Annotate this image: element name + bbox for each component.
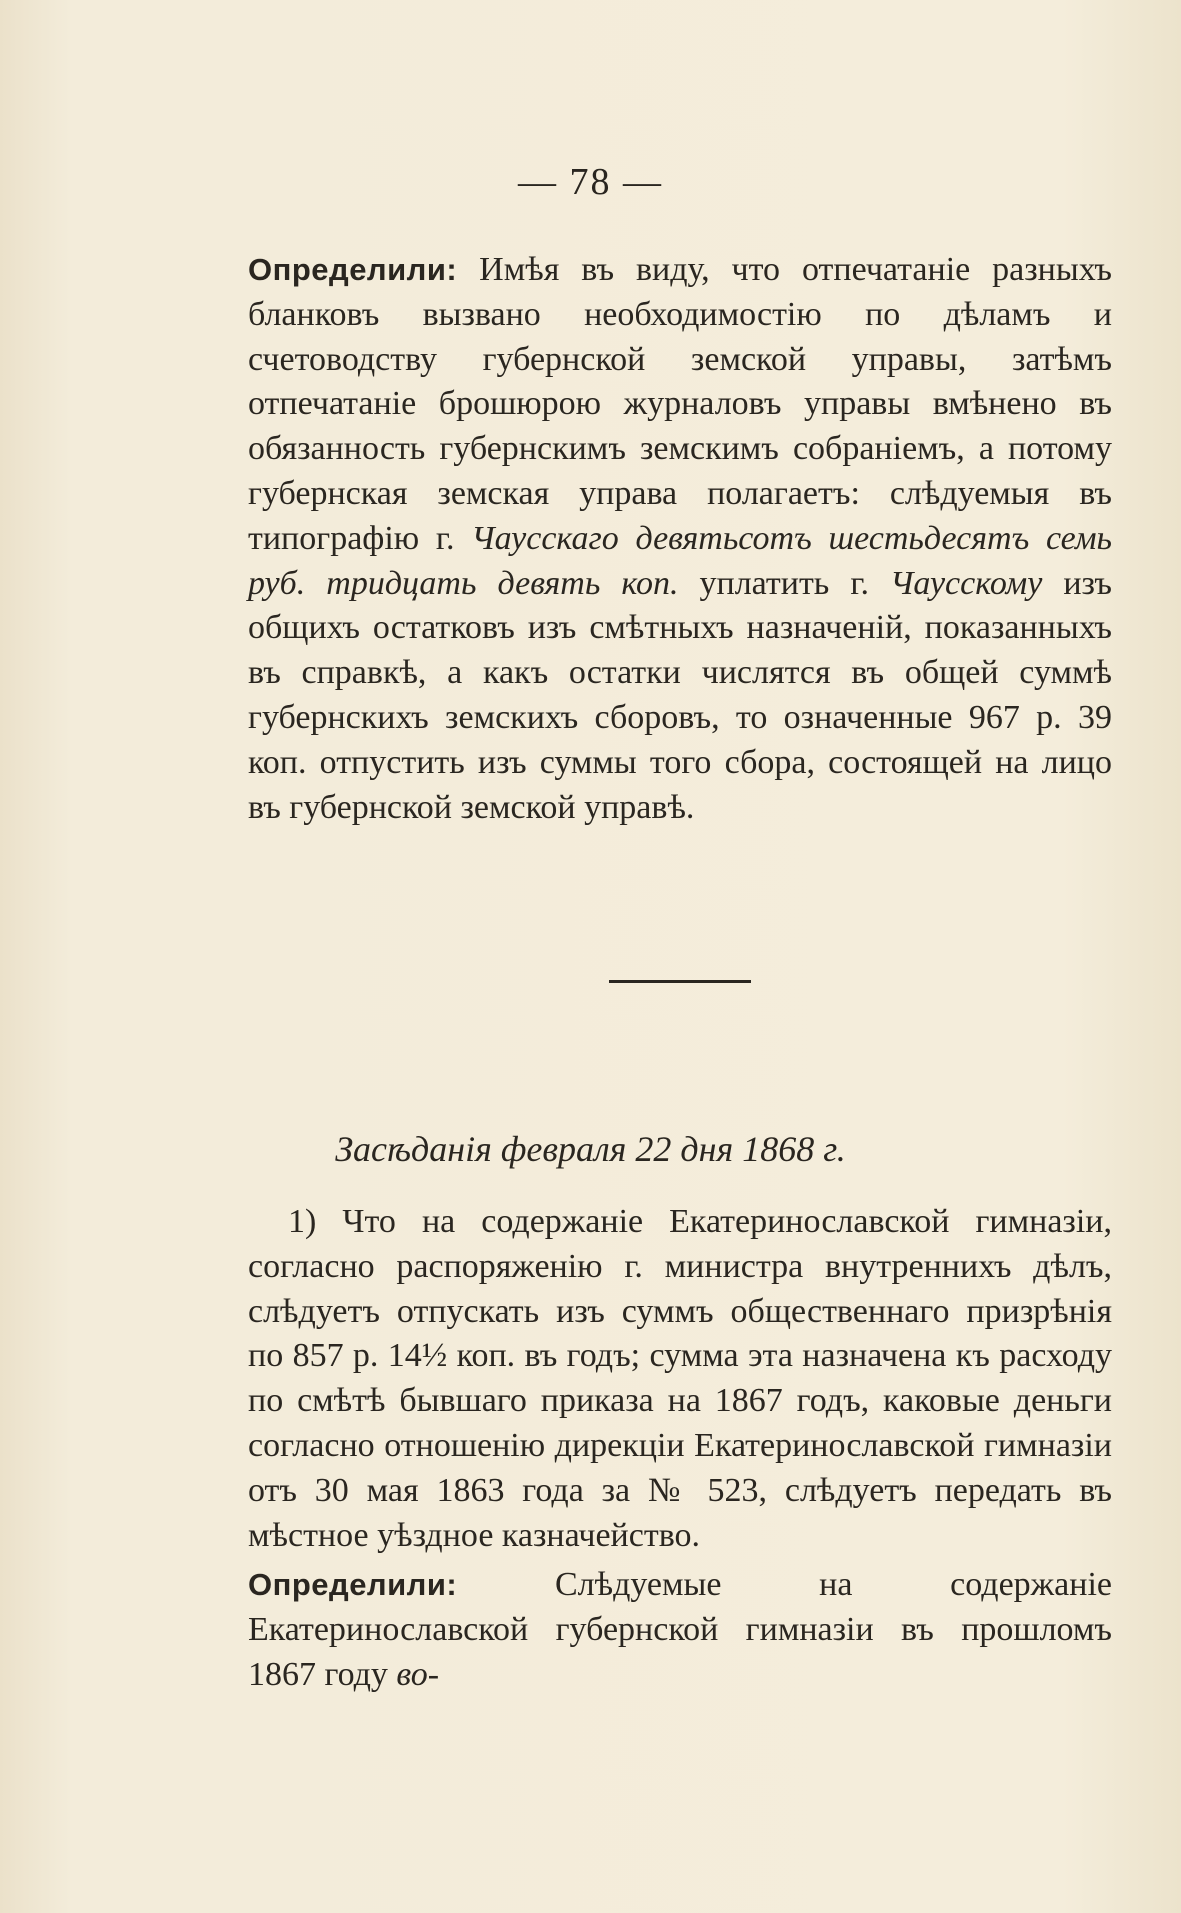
resolution-italic-1: Чаусскаго девятьсотъ шестьдесятъ семь руб. тридцать девять коп. <box>248 519 1112 602</box>
resolution-text-3: изъ общихъ остатковъ изъ смѣтныхъ назначеній, показанныхъ въ справкѣ, а какъ остатки числятся въ общей суммѣ губернскихъ земскихъ сборовъ, то означенные 967 р. 39 коп. отпустить изъ суммы того сбора, состоящей на лицо въ губернской земской управѣ. <box>248 564 1112 826</box>
resolution-2-text: Слѣдуемые на содержаніе Екатеринославской губернской гимназіи въ прошломъ 1867 году <box>248 1566 1112 1693</box>
resolution-label: Определили: <box>248 252 458 287</box>
resolution-label-2: Определили: <box>248 1567 458 1602</box>
item-paragraph: 1) Что на содержаніе Екатеринославской гимназіи, согласно распоряженію г. министра внутреннихъ дѣлъ, слѣдуетъ отпускать изъ суммъ общественнаго призрѣнія по 857 р. 14½ коп. въ годъ; сумма эта назначена къ расходу по смѣтѣ бывшаго приказа на 1867 годъ, каковые деньги согласно отношенію дирекціи Екатеринославской гимназіи отъ 30 мая 1863 года за № 523, слѣдуетъ передать въ мѣстное уѣздное казначейство. <box>248 1203 1112 1554</box>
resolution-italic-2: Чаусскому <box>889 564 1043 602</box>
section-divider <box>609 980 751 983</box>
page-number: — 78 — <box>518 161 663 203</box>
resolution-paragraph-2 <box>248 1563 1112 1697</box>
resolution-paragraph <box>248 248 1112 830</box>
session-heading: Засѣданія февраля 22 дня 1868 г. <box>335 1129 846 1169</box>
resolution-2-italic: во- <box>396 1655 440 1693</box>
resolution-text-1: Имѣя въ виду, что отпечатаніе разныхъ бланковъ вызвано необходимостію по дѣламъ и счетоводству губернской земской управы, затѣмъ отпечатаніе брошюрою журналовъ управы вмѣнено въ обязанность губернскимъ земскимъ собраніемъ, а потому губернская земская управа полагаетъ: слѣдуемыя въ типографію г. <box>248 251 1112 557</box>
resolution-text-2: уплатить г. <box>678 564 890 602</box>
